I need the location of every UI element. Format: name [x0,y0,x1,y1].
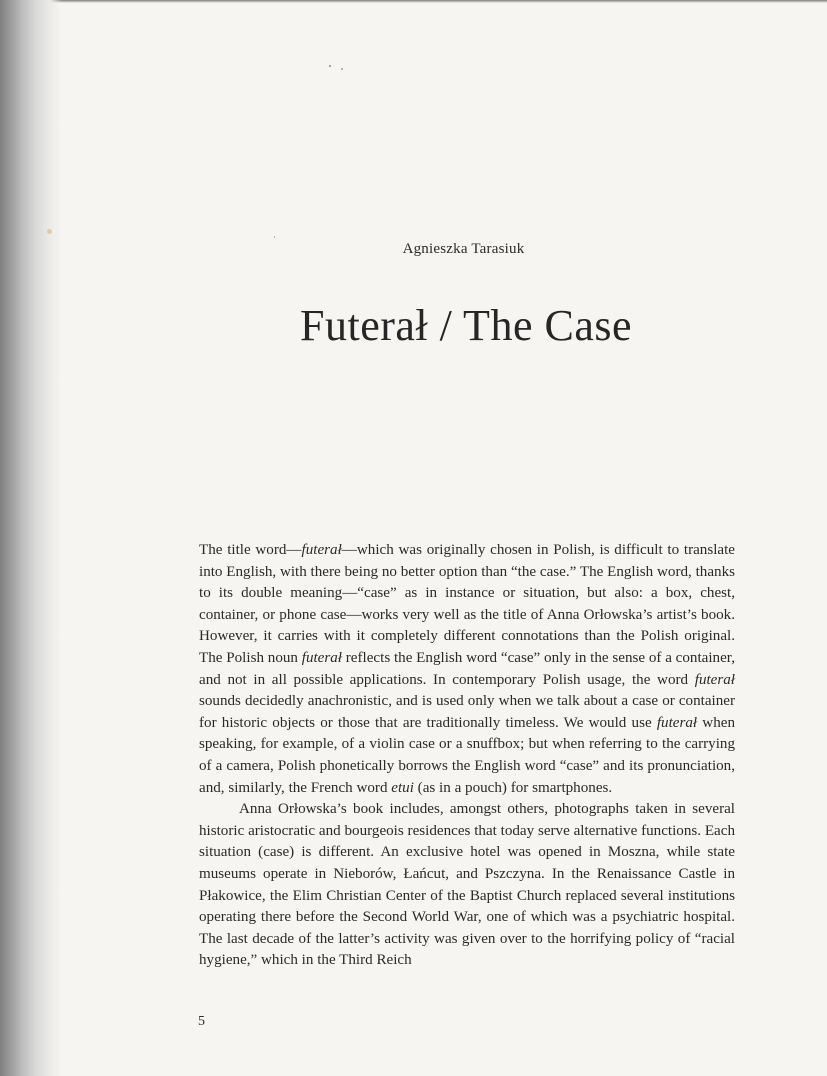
author-name: Agnieszka Tarasiuk [402,241,525,257]
paper-speck [47,229,52,234]
text-run: when speaking, for example, of a violin case or a snuffbox; but when referring to the carrying of a camera, Polish phonetically borrows the English word “case” and its pronunciation, and, similarly, the French word [199,714,736,796]
book-spine-shadow [0,0,62,1076]
body-paragraph [199,540,735,799]
paper-speck [329,65,331,67]
text-run: —which was originally chosen in Polish, is difficult to translate into English, with there being no better option than “the case.” The English word, thanks to its double meaning—“case” as in instance or situation, but also: a box, chest, container, or phone case—works very well as the title of Anna Orłowska’s artist’s book. However, it carries with it completely different connotations than the Polish original. The Polish noun [199,542,735,666]
essay-title: Futerał / The Case [300,301,632,350]
italic-term: futerał [301,649,342,666]
text-run: reflects the English word “case” only in the sense of a container, and not in all possible applications. In contemporary Polish usage, the word [199,649,735,688]
page-number: 5 [198,1014,205,1029]
body-paragraph [199,799,735,972]
text-run: Anna Orłowska’s book includes, amongst others, photographs taken in several historic aristocratic and bourgeois residences that today serve alternative functions. Each situation (case) is different. An exclusive hotel was opened in Moszna, while state museums operate in Nieborów, Łańcut, and Pszczyna. In the Renaissance Castle in Płakowice, the Elim Christian Center of the Baptist Church replaced several institutions operating there before the Second World War, one of which was a psychiatric hospital. The last decade of the latter’s activity was given over to the horrifying policy of “racial hygiene,” which in the Third Reich [199,801,735,969]
italic-term: futerał [301,542,342,558]
italic-term: futerał [656,714,698,731]
body-text [199,540,735,972]
italic-term: futerał [694,671,735,688]
paper-speck [274,236,275,238]
page-top-edge [0,0,827,3]
text-run: (as in a pouch) for smartphones. [413,779,613,796]
paper-speck [341,68,343,70]
text-run: The title word— [199,542,302,558]
italic-term: etui [391,779,414,796]
text-run: sounds decidedly anachronistic, and is used only when we talk about a case or container for historic objects or those that are traditionally timeless. We would use [199,693,735,731]
